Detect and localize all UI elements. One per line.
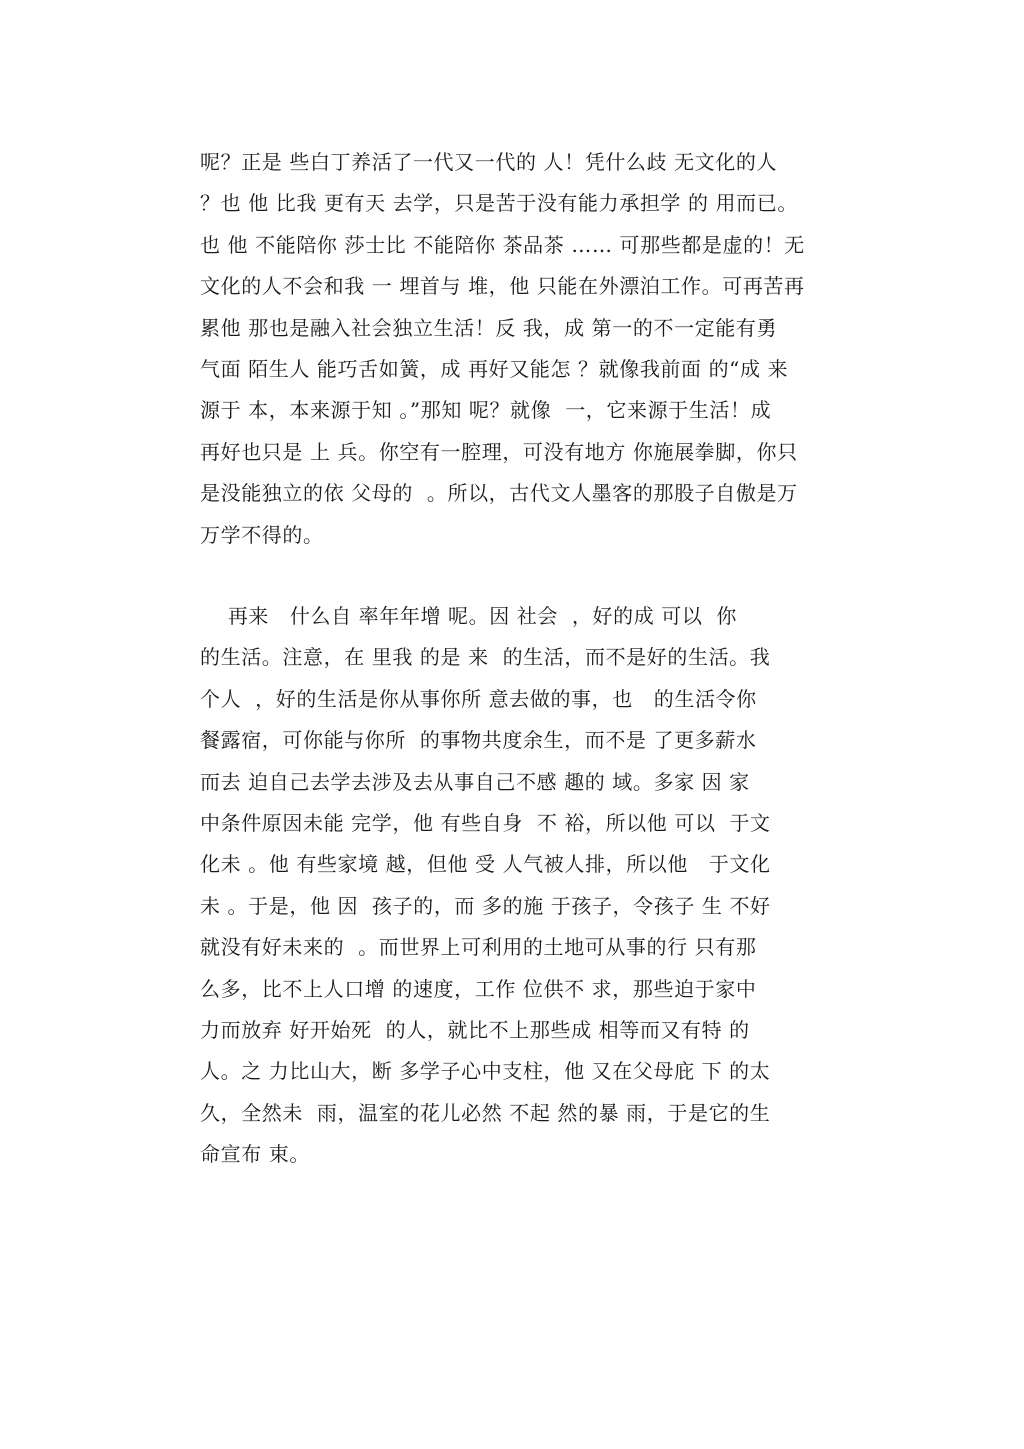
text-line: 累他 那也是融入社会独立生活！反 我，成 第一的不一定能有勇 bbox=[200, 315, 778, 340]
text-line: 个人 ，好的生活是你从事你所 意去做的事，也 的生活令你 bbox=[200, 686, 757, 711]
text-line: 力而放弃 好开始死 的人，就比不上那些成 相等而又有特 的 bbox=[200, 1017, 750, 1042]
text-line: 再来 什么自 率年年增 呢。因 社会 ，好的成 可以 你 bbox=[200, 604, 737, 628]
text-line: 未 。于是，他 因 孩子的，而 多的施 于孩子，令孩子 生 不好 bbox=[200, 893, 771, 918]
paragraph-1 bbox=[200, 142, 840, 556]
text-line: 就没有好未来的 。而世界上可利用的土地可从事的行 只有那 bbox=[200, 935, 757, 960]
text-line: ？也 他 比我 更有天 去学，只是苦于没有能力承担学 的 用而已。 bbox=[200, 191, 798, 216]
text-line: 而去 迫自己去学去涉及去从事自己不感 趣的 域。多家 因 家 bbox=[200, 769, 750, 794]
text-line: 气面 陌生人 能巧舌如簧，成 再好又能怎 ？就像我前面 的“成 来 bbox=[200, 356, 789, 381]
text-line: 呢？正是 些白丁养活了一代又一代的 人！凭什么歧 无文化的人 bbox=[200, 150, 778, 174]
text-line: 也 他 不能陪你 莎士比 不能陪你 茶品茶 …… 可那些都是虚的！无 bbox=[200, 232, 805, 257]
text-line: 源于 本，本来源于知 。”那知 呢？就像 一，它来源于生活！成 bbox=[200, 398, 772, 423]
text-line: 化未 。他 有些家境 越，但他 受 人气被人排，所以他 于文化 bbox=[200, 852, 771, 877]
text-line: 万学不得的。 bbox=[200, 522, 324, 547]
text-line: 中条件原因未能 完学，他 有些自身 不 裕，所以他 可以 于文 bbox=[200, 810, 771, 835]
text-line: 的生活。注意，在 里我 的是 来 的生活，而不是好的生活。我 bbox=[200, 645, 771, 670]
text-line: 文化的人不会和我 一 埋首与 堆，他 只能在外漂泊工作。可再苦再 bbox=[200, 274, 805, 299]
text-line: 是没能独立的依 父母的 。所以，古代文人墨客的那股子自傲是万 bbox=[200, 481, 798, 506]
paragraph-2 bbox=[200, 596, 840, 1175]
text-line: 命宣布 束。 bbox=[200, 1142, 310, 1167]
text-line: 餐露宿，可你能与你所 的事物共度余生，而不是 了更多薪水 bbox=[200, 728, 757, 753]
text-line: 人。之 力比山大，断 多学子心中支柱，他 又在父母庇 下 的太 bbox=[200, 1059, 771, 1084]
text-line: 久，全然未 雨，温室的花儿必然 不起 然的暴 雨，于是它的生 bbox=[200, 1100, 771, 1125]
text-line: 再好也只是 上 兵。你空有一腔理，可没有地方 你施展拳脚，你只 bbox=[200, 439, 798, 464]
text-line: 么多，比不上人口增 的速度，工作 位供不 求，那些迫于家中 bbox=[200, 976, 757, 1001]
